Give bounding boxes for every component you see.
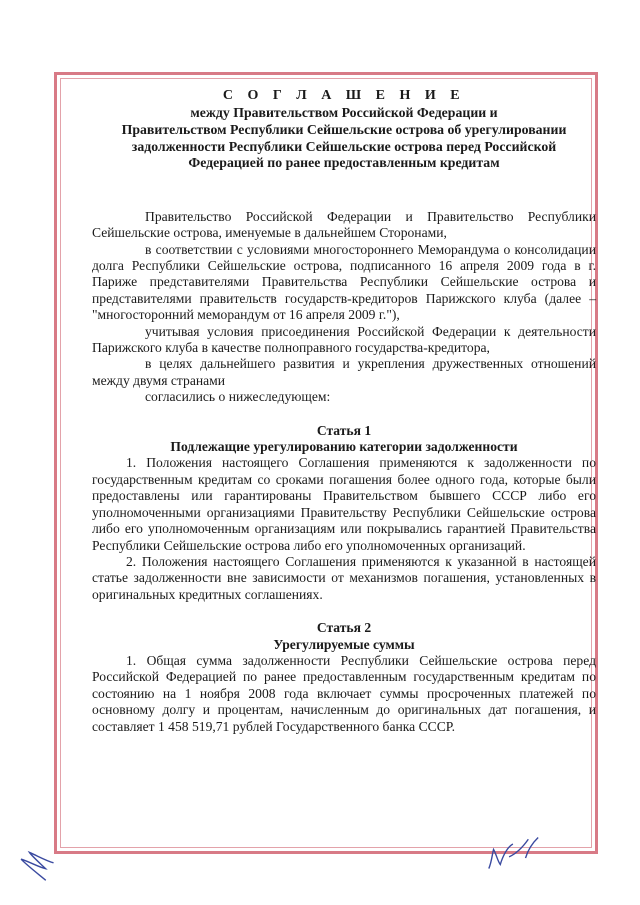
preamble-paragraph: согласились о нижеследующем: bbox=[145, 389, 331, 405]
article-number: Статья 1 bbox=[316, 422, 372, 438]
subtitle-line: Федерацией по ранее предоставленным кредитам bbox=[188, 155, 500, 171]
article-paragraph: 1. Положения настоящего Соглашения применяются к задолженности по государственным кредитам со сроками погашения более одного года, которые были предоставлены или гарантированы Правительством бывшего СССР либо его уполномоченными организациями Правительству Республики Сейшельские острова либо его уполномоченным организациям или покрывались гарантией Правительства Республики Сейшельские острова либо его уполномоченных организаций. bbox=[92, 455, 596, 553]
preamble-paragraph: в целях дальнейшего развития и укрепления дружественных отношений между двумя странами bbox=[92, 356, 596, 388]
document-subtitle bbox=[92, 105, 596, 171]
preamble-paragraph: в соответствии с условиями многостороннего Меморандума о консолидации долга Республики Сейшельские острова, подписанного 16 апреля 2009 года в г. Париже представителями Правительства Республики Сейшельские острова и представителями правительств государств-кредиторов Парижского клуба (далее – "многосторонний меморандум от 16 апреля 2009 г."), bbox=[92, 241, 596, 323]
article-paragraph: 1. Общая сумма задолженности Республики Сейшельские острова перед Российской Федерацией по ранее предоставленным государственным кредитам по состоянию на 1 ноября 2008 года включает суммы просроченных платежей по основному долгу и процентам, начисленным до оригинальных дат погашения, и составляет 1 458 519,71 рублей Государственного банка СССР. bbox=[92, 652, 596, 734]
document-title: С О Г Л А Ш Е Н И Е bbox=[222, 88, 466, 103]
article-heading: Подлежащие урегулированию категории задолженности bbox=[170, 439, 518, 455]
article-heading: Урегулируемые суммы bbox=[273, 636, 415, 652]
subtitle-line: задолженности Республики Сейшельские острова перед Российской bbox=[131, 138, 557, 154]
article-paragraph: 2. Положения настоящего Соглашения применяются к указанной в настоящей статье задолженности вне зависимости от механизмов погашения, установленных в оригинальных кредитных соглашениях. bbox=[92, 553, 596, 602]
preamble-paragraph: Правительство Российской Федерации и Правительство Республики Сейшельские острова, именуемые в дальнейшем Сторонами, bbox=[92, 208, 596, 241]
preamble bbox=[92, 209, 596, 406]
article-1 bbox=[92, 423, 596, 603]
document-body bbox=[92, 88, 596, 735]
article-2 bbox=[92, 620, 596, 735]
preamble-paragraph: учитывая условия присоединения Российской Федерации к деятельности Парижского клуба в качестве полноправного государства-кредитора, bbox=[92, 323, 596, 356]
article-number: Статья 2 bbox=[316, 620, 372, 636]
subtitle-line: Правительством Республики Сейшельские острова об урегулировании bbox=[121, 122, 567, 137]
subtitle-line: между Правительством Российской Федерации и bbox=[190, 105, 498, 121]
